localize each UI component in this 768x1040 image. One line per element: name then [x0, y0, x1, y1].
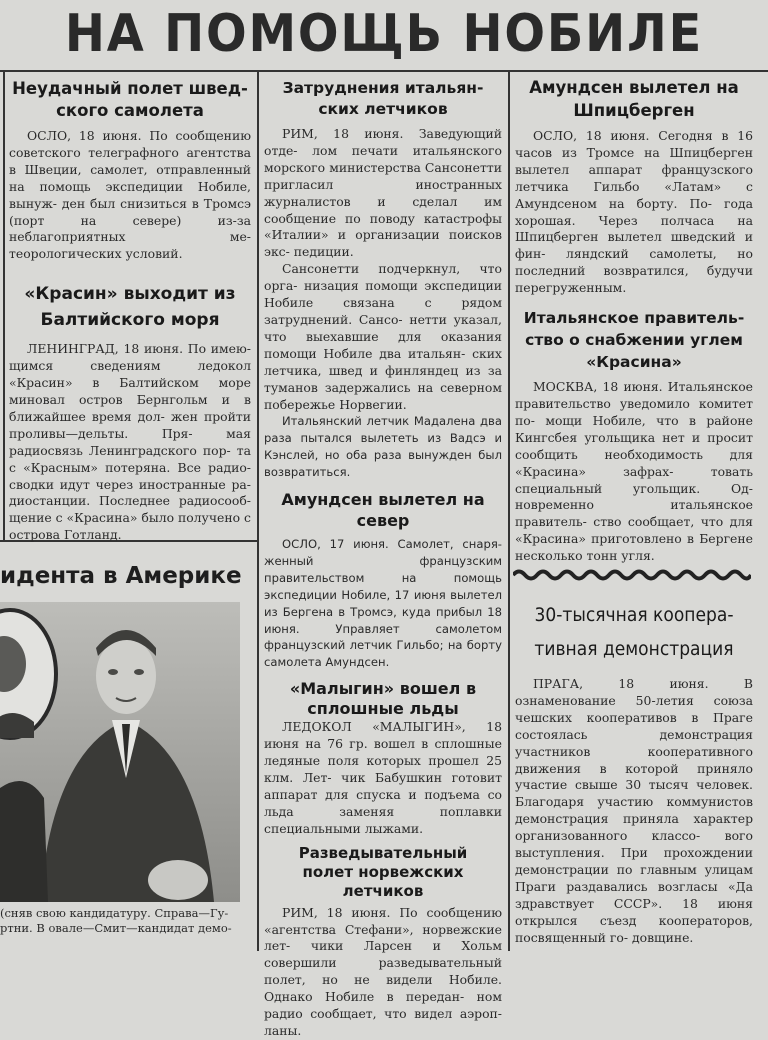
wavy-divider	[513, 568, 751, 582]
col3-art1-body: ОСЛО, 18 июня. Сегодня в 16 часов из Тромсе на Шпицберген вылетел аппарат французского летчика Гильбо «Латам» с Амундсеном на борту. По- года хорошая. Через полчаса на Шпицберген вылетел шведский и фин- ляндский самолеты, но последний возвратился, будучи перегруженным.	[515, 128, 753, 296]
column-3	[515, 76, 753, 565]
col3-art2-title: Итальянское правитель- ство о снабжении углем «Красина»	[523, 309, 745, 372]
col2-art1-para2: Сансонетти подчеркнул, что орга- низация помощи экспедиции Нобиле связана с рядом затруднений. Сансо- нетти указал, что выехавшие для оказания помощи Нобиле два итальян- ских летчика, швед и финляндец из за туманов задержались на северном побережье Норвегии.	[264, 261, 502, 412]
col3-art3-title: 30-тысячная коопера- тивная демонстрация	[534, 604, 734, 660]
column-2	[264, 78, 502, 1040]
col2-art2-title: Амундсен вылетел на север	[281, 490, 485, 531]
banner-headline: НА ПОМОЩЬ НОБИЛЕ	[64, 4, 704, 64]
column-divider-2	[508, 72, 510, 951]
col3-art3-body: ПРАГА, 18 июня. В ознаменование 50-летия союза чешских кооперативов в Праге состоялась демонстрация участников кооперативного движения в которой приняло участие свыше 30 тысяч человек. Благодаря участию коммунистов демонстрация приняла характер организованного классо- вого выступления. При прохождении демонстрации по главным улицам Праги раздавались возгласы «Да здравствует СССР». 18 июня открылся съезд кооператоров, посвященный го- довщине.	[515, 676, 753, 945]
col1-art1-title: Неудачный полет швед- ского самолета	[12, 79, 248, 120]
column-1	[9, 78, 251, 544]
col2-art4-title: Разведывательный полет норвежских летчиков	[298, 843, 468, 900]
col2-art1-para1: РИМ, 18 июня. Заведующий отде- лом печати итальянского морского министерства Сансонетти пригласил иностранных журналистов и сделал им сообщение по поводу катастрофы «Италии» и организации поисков экс- педиции.	[264, 126, 502, 260]
left-edge-rule	[3, 72, 5, 540]
col2-art2-body: ОСЛО, 17 июня. Самолет, снаря- женный французским правительством на помощь экспедиции Нобиле, 17 июня вылетел из Бергена в Тромсэ, куда прибыл 18 июня. Управляет самолетом французский летчик Гильбо; на борту самолета Амундсен.	[264, 537, 503, 670]
press-photo	[0, 602, 240, 902]
col2-art3-title: «Малыгин» вошел в сплошные льды	[289, 679, 477, 719]
photo-caption: (сняв свою кандидатуру. Справа—Гу- ртни. В овале—Смит—кандидат демо-	[0, 906, 232, 935]
col1-art2-title: «Красин» выходит из Балтийского моря	[24, 284, 236, 331]
col2-art1-title: Затруднения итальян- ских летчиков	[282, 79, 484, 118]
col1-art2-body: ЛЕНИНГРАД, 18 июня. По имею- щимся сведениям ледокол «Красин» в Балтийском море миновал остров Бернгольм и в ближайшее время дол- жен пройти проливы—дельты. Пря- мая радиосвязь Ленинградского пор- та с «Красным» потеряна. Все радио- сводки идут через иностранные ра- диостанции. Последнее радиосооб- щение с «Красина» было получено с острова Готланд.	[9, 341, 251, 543]
column-divider-1	[257, 72, 259, 951]
col3-art2-body: МОСКВА, 18 июня. Итальянское правительство уведомило комитет по- мощи Нобиле, что в районе Кингсбея угольщика нет и просит сообщить необходимость для «Красина» зафрах- товать специальный угольщик. Од- новременно итальянское правитель- ство сообщает, что для «Красина» приготовлено в Бергене несколько тонн угля.	[515, 379, 753, 564]
column-3-lower	[515, 598, 753, 947]
col1-art1-body: ОСЛО, 18 июня. По сообщению советского телеграфного агентства в Швеции, самолет, отправленный на помощь экспедиции Нобиле, вынуж- ден был снизиться в Тромсэ (порт на севере) из-за неблагоприятных ме- теорологических условий.	[9, 128, 251, 262]
col2-art3-body: ЛЕДОКОЛ «МАЛЫГИН», 18 июня на 76 гр. вошел в сплошные ледяные поля которых прошел 25 клм. Лет- чик Бабушкин готовит аппарат для спуска и подъема со льда заменяя поплавки специальными лыжами.	[264, 719, 502, 836]
col2-art1-para3: Итальянский летчик Мадалена два раза пытался вылететь из Вадсэ и Кэнслей, но оба раза вынужден был возвратиться.	[264, 414, 502, 480]
top-rule	[0, 70, 768, 72]
photo-headline: идента в Америке	[0, 563, 242, 589]
col3-art1-title: Амундсен вылетел на Шпицберген	[529, 78, 739, 120]
col2-art4-body: РИМ, 18 июня. По сообщению «агентства Стефани», норвежские лет- чики Ларсен и Хольм совершили разведывательный полет, но не видели Нобиле. Однако Нобиле в передан- ном радио сообщает, что видел аэроп- ланы.	[264, 904, 502, 1038]
